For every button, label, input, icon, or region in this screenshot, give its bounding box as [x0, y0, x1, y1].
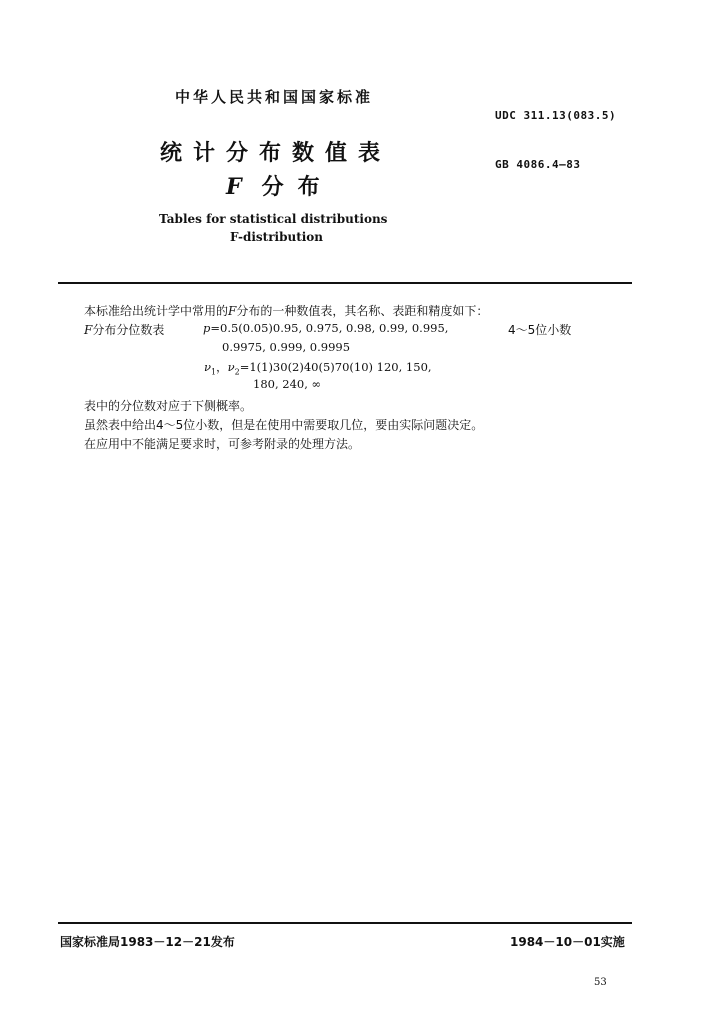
effective-date: 1984－10－01实施 — [510, 935, 625, 949]
document-subtitle-english: F-distribution — [230, 230, 324, 244]
table-label-text: 分布分位数表 — [92, 323, 165, 337]
nu1-subscript: 1 — [211, 367, 217, 377]
document-subtitle-chinese — [226, 170, 334, 201]
table-label-letter-f: F — [84, 323, 93, 337]
p-values-line-2: 0.9975, 0.999, 0.9995 — [222, 340, 351, 354]
intro-text-b: 分布的一种数值表，其名称、表距和精度如下： — [236, 304, 489, 318]
issuing-authority: 中华人民共和国国家标准 — [175, 88, 374, 106]
nu-values-line-1 — [204, 359, 432, 376]
nu2-symbol: ν — [227, 360, 235, 374]
document-title-chinese: 统计分布数值表 — [160, 141, 392, 166]
table-name-label — [84, 321, 164, 338]
intro-text-a: 本标准给出统计学中常用的 — [84, 304, 229, 318]
p-symbol: p — [203, 321, 211, 335]
subtitle-letter-f: F — [226, 174, 256, 200]
header-divider — [58, 282, 632, 284]
note-lower-tail: 表中的分位数对应于下侧概率。 — [84, 399, 253, 413]
issue-date: 国家标准局1983－12－21发布 — [60, 935, 235, 949]
p-values-line-1 — [203, 321, 448, 335]
page-number: 53 — [594, 977, 607, 988]
precision-note: 4～5位小数 — [508, 323, 572, 337]
udc-code: UDC 311.13(083.5) — [495, 109, 617, 122]
nu-separator: ， — [216, 360, 228, 374]
gb-standard-number: GB 4086.4—83 — [495, 158, 581, 171]
nu-values-text-1: =1(1)30(2)40(5)70(10) 120, 150, — [239, 360, 432, 374]
note-decimal-places: 虽然表中给出4～5位小数，但是在使用中需要取几位，要由实际问题决定。 — [84, 418, 484, 432]
nu-values-line-2: 180, 240, ∞ — [253, 377, 322, 391]
note-appendix: 在应用中不能满足要求时，可参考附录的处理方法。 — [84, 437, 361, 451]
p-values-text-1: =0.5(0.05)0.95, 0.975, 0.98, 0.99, 0.995, — [210, 321, 449, 335]
document-title-english: Tables for statistical distributions — [159, 212, 388, 226]
footer-divider — [58, 922, 632, 924]
subtitle-chinese-text: 分布 — [261, 175, 334, 200]
nu1-symbol: ν — [204, 360, 211, 374]
intro-letter-f: F — [228, 304, 237, 318]
intro-paragraph — [84, 302, 488, 319]
nu2-subscript: 2 — [234, 367, 240, 377]
